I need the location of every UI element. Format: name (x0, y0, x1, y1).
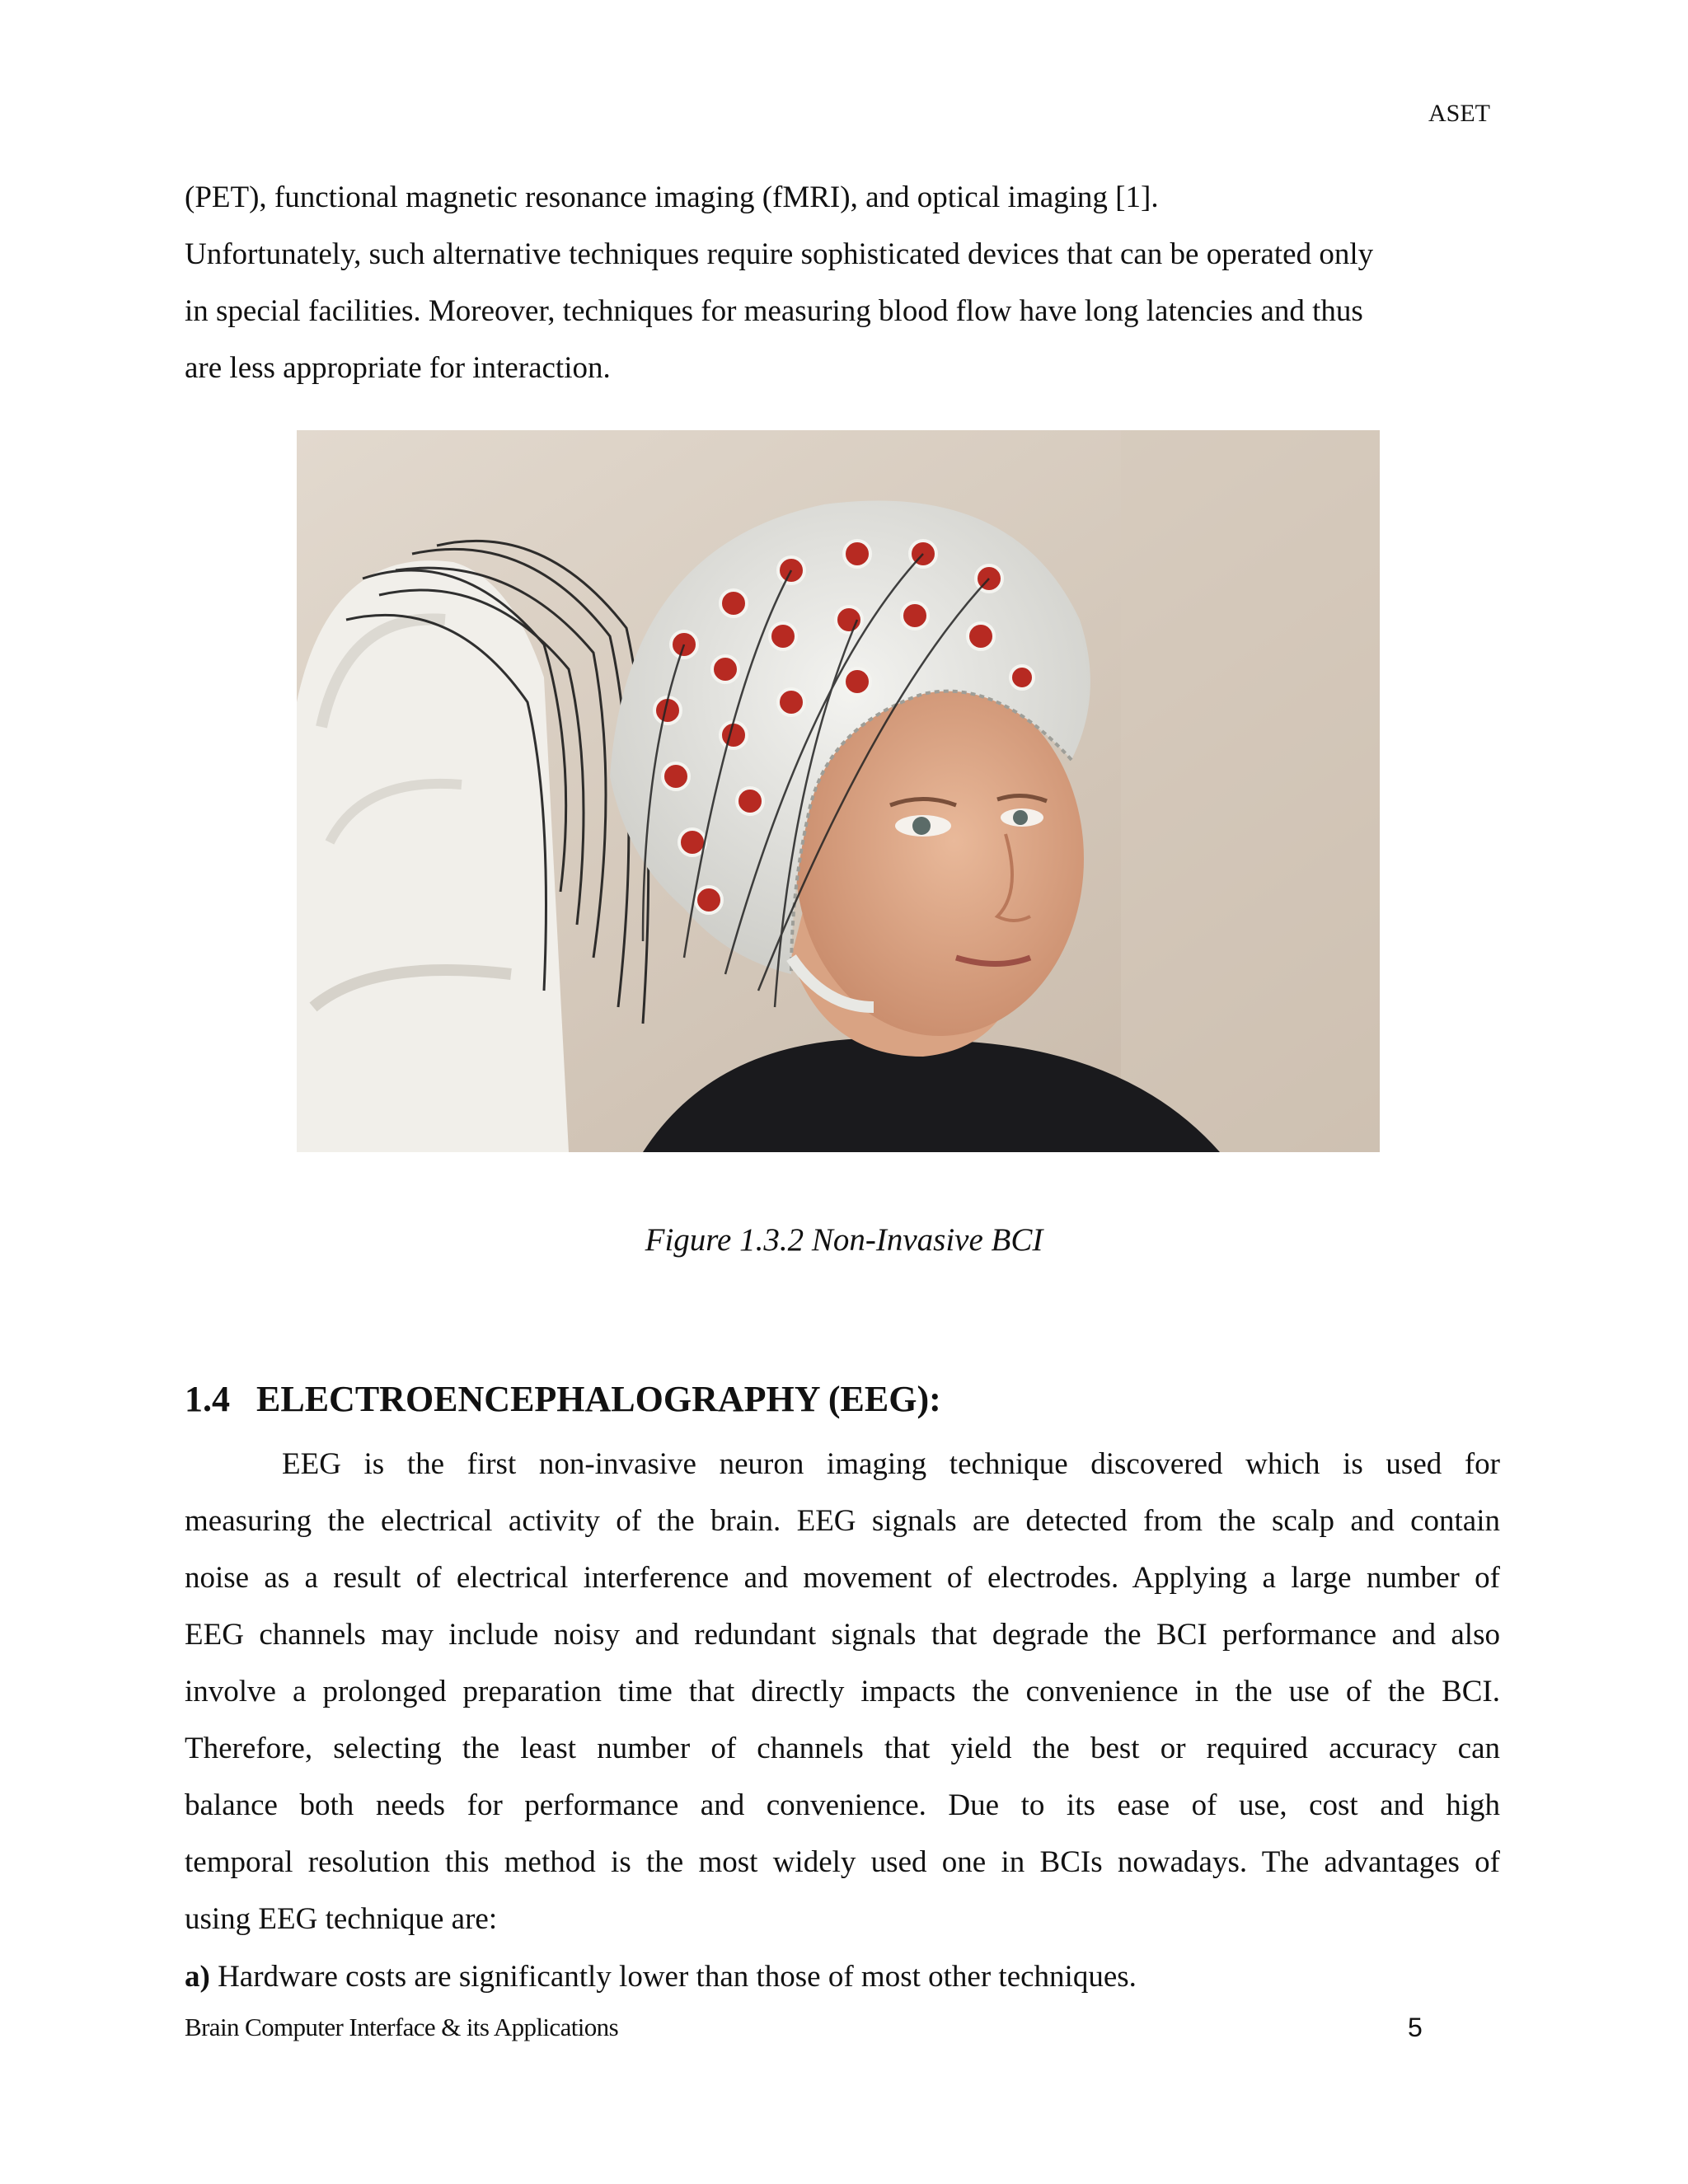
body-line: using EEG technique are: (185, 1902, 498, 1936)
eeg-cap-photo (297, 430, 1380, 1152)
body-line: measuring the electrical activity of the brain. EEG signals are detected from the scalp and contain (185, 1504, 1500, 1538)
body-line: EEG is the first non-invasive neuron imaging technique discovered which is used for (282, 1447, 1500, 1481)
intro-paragraph (185, 169, 1503, 396)
intro-line: in special facilities. Moreover, techniques for measuring blood flow have long latencies and thus (185, 294, 1363, 328)
body-line: involve a prolonged preparation time that directly impacts the convenience in the use of the BCI. (185, 1675, 1500, 1708)
running-header: ASET (1428, 100, 1490, 127)
body-line: EEG channels may include noisy and redundant signals that degrade the BCI performance and also (185, 1618, 1500, 1652)
list-text: Hardware costs are significantly lower than those of most other techniques. (209, 1960, 1137, 1994)
footer-title: Brain Computer Interface & its Applications (185, 2013, 619, 2041)
body-line: balance both needs for performance and convenience. Due to its ease of use, cost and high (185, 1788, 1500, 1822)
list-item (185, 1948, 1137, 2005)
section-heading (185, 1376, 941, 1422)
section-number: 1.4 (185, 1379, 230, 1419)
page-number: 5 (1408, 2013, 1423, 2042)
list-marker: a) (185, 1960, 210, 1994)
figure-caption: Figure 1.3.2 Non-Invasive BCI (645, 1222, 1043, 1258)
intro-line: Unfortunately, such alternative techniques require sophisticated devices that can be operated only (185, 237, 1374, 271)
intro-line: (PET), functional magnetic resonance imaging (fMRI), and optical imaging [1]. (185, 180, 1159, 214)
body-line: noise as a result of electrical interference and movement of electrodes. Applying a large number of (185, 1561, 1500, 1595)
eeg-cap-illustration (297, 430, 1380, 1152)
section-body (185, 1436, 1500, 1947)
section-title: ELECTROENCEPHALOGRAPHY (EEG): (256, 1379, 941, 1419)
body-line: Therefore, selecting the least number of channels that yield the best or required accuracy can (185, 1732, 1500, 1765)
intro-line: are less appropriate for interaction. (185, 351, 611, 385)
body-line: temporal resolution this method is the most widely used one in BCIs nowadays. The advantages of (185, 1845, 1500, 1879)
